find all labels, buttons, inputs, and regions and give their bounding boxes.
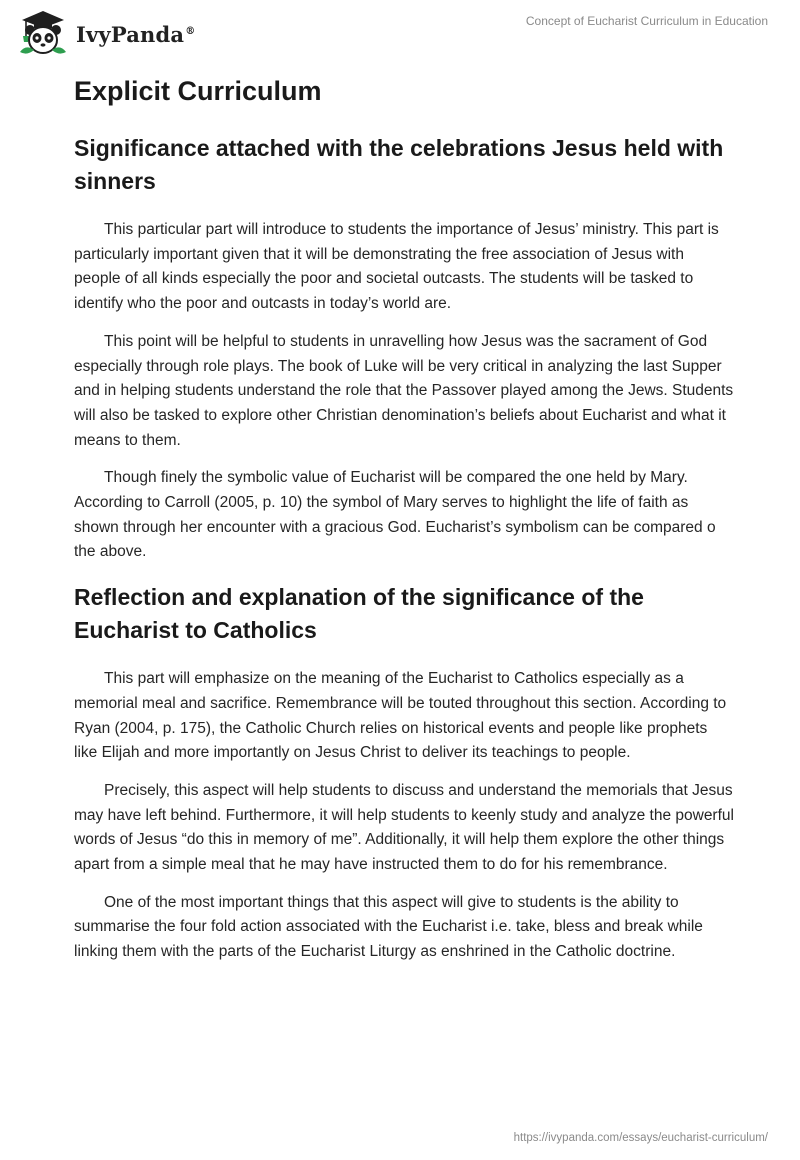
registered-mark: ®: [185, 25, 196, 37]
source-url[interactable]: https://ivypanda.com/essays/eucharist-curriculum/: [513, 1132, 768, 1144]
page-title: Explicit Curriculum: [74, 76, 322, 106]
section-heading: Significance attached with the celebrations Jesus held with sinners: [74, 135, 724, 194]
panda-graduate-icon: [14, 8, 72, 58]
paragraph: This point will be helpful to students in unravelling how Jesus was the sacrament of God especially through role plays. The book of Luke will be very critical in analyzing the last Supper and in helping students understand the role that the Passover played among the Jews. Students will also be tasked to explore other Christian denomination’s beliefs about Eucharist and what it means to them.: [74, 332, 734, 449]
paragraph: This particular part will introduce to students the importance of Jesus’ ministry. This part is particularly important given that it will be demonstrating the free association of Jesus with people of all kinds especially the poor and societal outcasts. The students will be tasked to identify who the poor and outcasts in today’s world are.: [74, 221, 719, 313]
paragraph: Precisely, this aspect will help students to discuss and understand the memorials that Jesus may have left behind. Furthermore, it will help students to keenly study and analyze the powerful words of Jesus “do this in memory of me”. Additionally, it will help them explore the other things apart from a simple meal that he may have instructed them to do for his remembrance.: [74, 781, 734, 874]
section-heading: Reflection and explanation of the significance of the Eucharist to Catholics: [74, 584, 644, 644]
article-body: [74, 70, 734, 965]
paragraph: One of the most important things that this aspect will give to students is the ability to summarise the four fold action associated with the Eucharist i.e. take, bless and break while linking them with the parts of the Eucharist Liturgy as enshrined in the Catholic doctrine.: [74, 893, 703, 961]
brand-logo[interactable]: [14, 8, 195, 58]
document-title: Concept of Eucharist Curriculum in Education: [525, 14, 768, 28]
brand-name: IvyPanda®: [76, 21, 196, 47]
paragraph: Though finely the symbolic value of Eucharist will be compared the one held by Mary. According to Carroll (2005, p. 10) the symbol of Mary serves to highlight the life of faith as shown through her encounter with a gracious God. Eucharist’s symbolism can be compared o the above.: [74, 469, 716, 561]
page-header: [0, 0, 800, 60]
paragraph: This part will emphasize on the meaning of the Eucharist to Catholics especially as a memorial meal and sacrifice. Remembrance will be touted throughout this section. According to Ryan (2004, p. 175), the Catholic Church relies on historical events and people like prophets like Elijah and more importantly on Jesus Christ to deliver its teachings to people.: [74, 670, 727, 762]
